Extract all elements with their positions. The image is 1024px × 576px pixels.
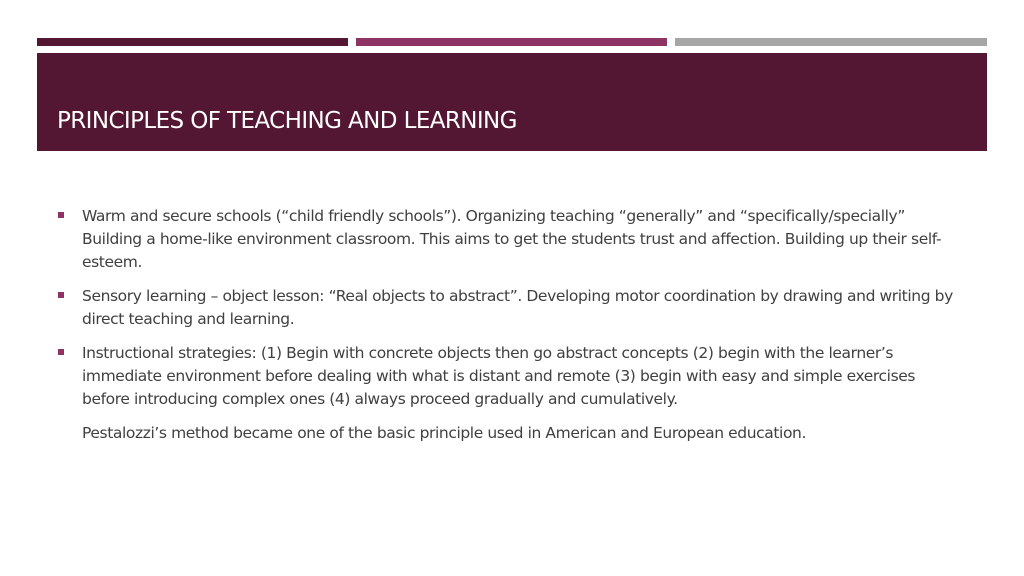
bullet-text: Warm and secure schools (“child friendly schools”). Organizing teaching “generally” and “specifically/specially” Building a home-like environment classroom. This aims to get the students trust and affection. Building up their self-esteem. xyxy=(82,207,942,271)
slide-title: PRINCIPLES OF TEACHING AND LEARNING xyxy=(57,108,517,134)
accent-bar-dark xyxy=(37,38,348,46)
square-bullet-icon xyxy=(58,292,64,298)
title-band xyxy=(37,53,987,151)
accent-bar-magenta xyxy=(356,38,667,46)
slide-content xyxy=(57,205,957,445)
accent-bar-gray xyxy=(675,38,987,46)
closing-paragraph: Pestalozzi’s method became one of the basic principle used in American and European education. xyxy=(82,424,806,442)
bullet-item xyxy=(57,285,957,331)
bullet-item xyxy=(57,205,957,274)
square-bullet-icon xyxy=(58,212,64,218)
bullet-item xyxy=(57,342,957,411)
bullet-text: Instructional strategies: (1) Begin with concrete objects then go abstract concepts (2) begin with the learner’s immediate environment before dealing with what is distant and remote (3) begin with easy and simple exercises before introducing complex ones (4) always proceed gradually and cumulatively. xyxy=(82,344,916,408)
bullet-text: Sensory learning – object lesson: “Real objects to abstract”. Developing motor coordination by drawing and writing by direct teaching and learning. xyxy=(82,287,953,328)
square-bullet-icon xyxy=(58,349,64,355)
